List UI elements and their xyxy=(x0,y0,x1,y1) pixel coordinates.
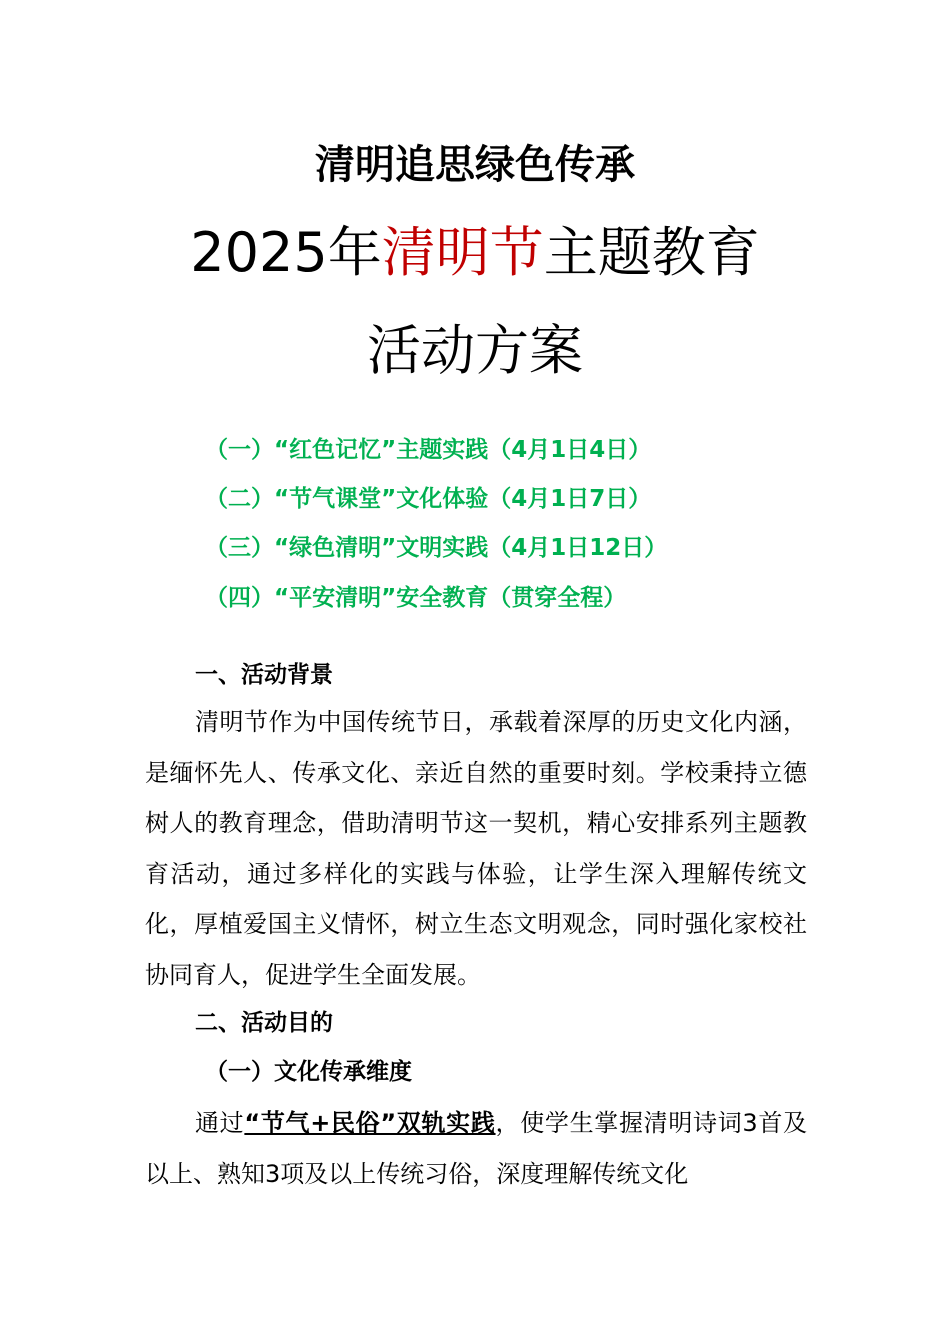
purpose-text-rest: ，使学生掌握清明诗词3首及以上、熟知3项及以上传统习俗，深度理解传统文化 xyxy=(145,1109,808,1188)
document-subtitle: 清明追思绿色传承 xyxy=(315,142,635,188)
toc-item: （三）“绿色清明”文明实践（4月1日12日） xyxy=(205,535,668,561)
toc-item: （四）“平安清明”安全教育（贯穿全程） xyxy=(205,585,627,611)
document-title xyxy=(0,218,950,288)
document-title-line2: 活动方案 xyxy=(367,319,583,382)
subsection-heading-culture: （一）文化传承维度 xyxy=(205,1059,412,1085)
section-heading-purpose: 二、活动目的 xyxy=(195,1010,333,1036)
purpose-paragraph xyxy=(145,1098,807,1199)
title-suffix: 主题教育 xyxy=(543,221,760,284)
toc-item: （二）“节气课堂”文化体验（4月1日7日） xyxy=(205,486,652,512)
title-year: 2025年 xyxy=(190,221,382,284)
purpose-emphasis: “节气+民俗”双轨实践 xyxy=(244,1109,496,1137)
section-heading-background: 一、活动背景 xyxy=(195,662,333,688)
toc-item: （一）“红色记忆”主题实践（4月1日4日） xyxy=(205,437,652,463)
title-highlight: 清明节 xyxy=(381,221,544,284)
purpose-text-start: 通过 xyxy=(195,1109,245,1137)
background-paragraph: 清明节作为中国传统节日，承载着深厚的历史文化内涵，是缅怀先人、传承文化、亲近自然的重要时刻。学校秉持立德树人的教育理念，借助清明节这一契机，精心安排系列主题教育活动，通过多样化的实践与体验，让学生深入理解传统文化，厚植爱国主义情怀，树立生态文明观念，同时强化家校社协同育人，促进学生全面发展。 xyxy=(145,708,807,989)
